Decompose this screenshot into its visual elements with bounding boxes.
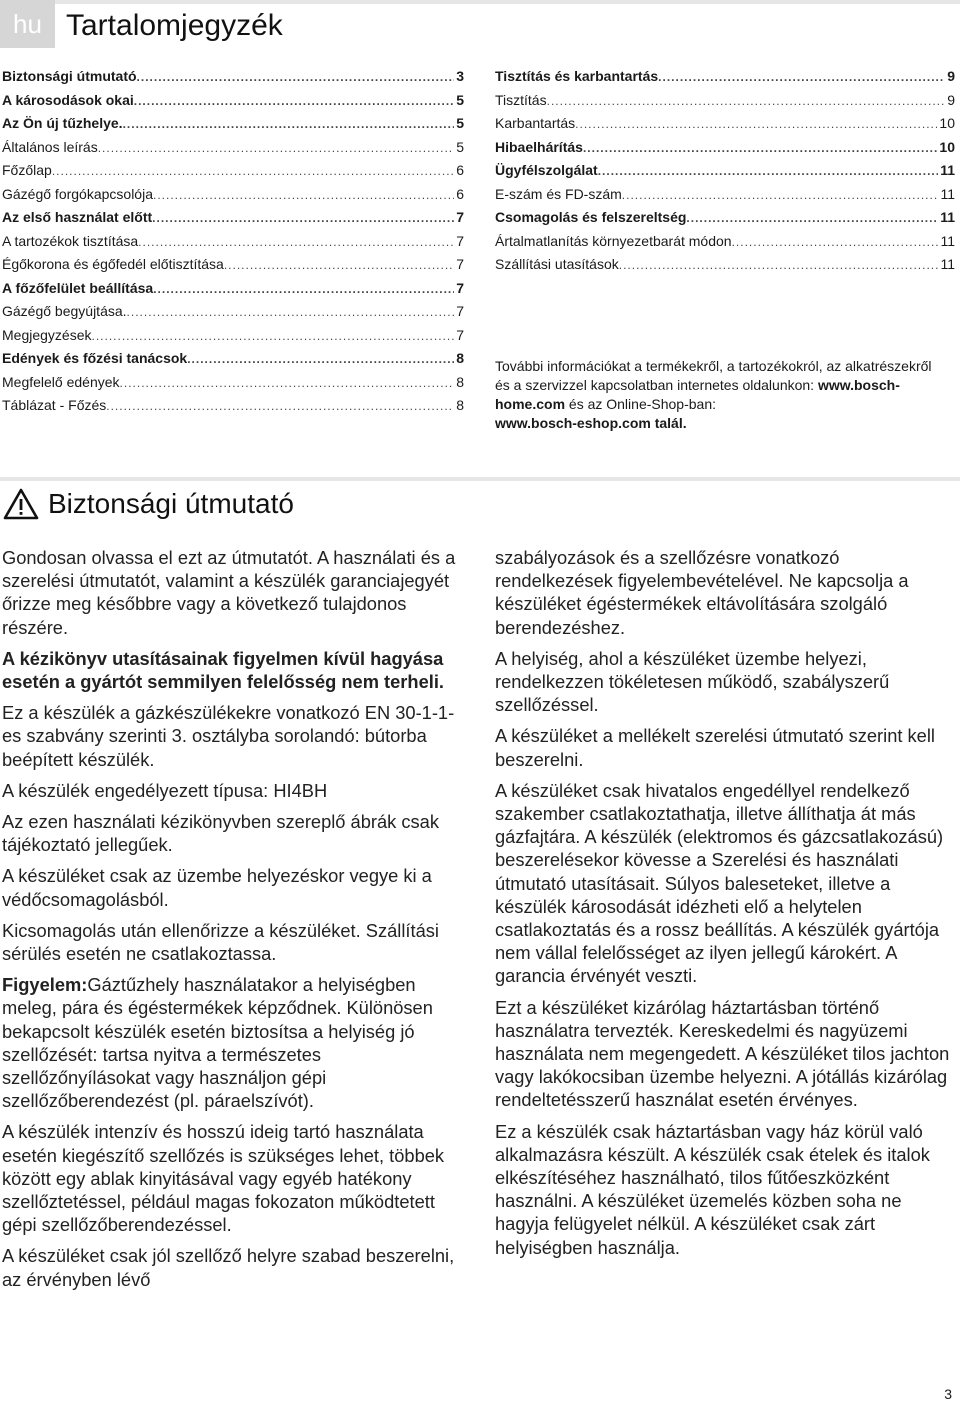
info-link-eshop[interactable]: www.bosch-eshop.com talál.: [495, 415, 687, 431]
toc-leader-dots: [127, 305, 455, 319]
paragraph-lead: Figyelem:: [2, 974, 88, 996]
toc-entry-page: 5: [456, 91, 464, 108]
paragraph-text: A készüléket csak hivatalos engedéllyel rendelkező szakember csatlakoztathatja, illetve állíthatja át más gázfajtára. A készülék (elektromos és gázcsatlakozású) beszerelésekor kövesse a Szerelési és használati útmutató utasításait. Súlyos baleseteket, illetve a készülék károsodását idézheti elő a helytelen csatlakoztatás és a rossz beállítás. A készülék gyártója nem vállal felelősséget az ilyen jellegű károkért. A garancia érvényét veszti.: [495, 779, 944, 987]
toc-left-column: [2, 68, 464, 421]
section-title: Biztonsági útmutató: [48, 488, 294, 519]
toc-entry-page: 7: [456, 279, 464, 296]
paragraph-text: A készülék intenzív és hosszú ideig tartó használata esetén kiegészítő szellőzés is szükséges lehet, többek között egy ablak kinyitásával vagy egyéb hatékony szellőztetéssel, például magas fokozaton működtetett gépi szellőzőberendezéssel.: [2, 1121, 445, 1236]
toc-entry-page: 8: [456, 397, 464, 413]
page-title: Tartalomjegyzék: [66, 9, 283, 42]
toc-entry-label: Gázégő forgókapcsolója: [2, 185, 153, 202]
toc-entry-page: 8: [456, 350, 464, 366]
toc-leader-dots: [52, 164, 454, 178]
safety-paragraph: [495, 647, 955, 717]
paragraph-text: Ez a készülék csak háztartásban vagy ház körül való alkalmazásra készült. A készülék csak ételek és italok elkészítéséhez használható, tilos fűtőeszközként használni. A készüléket üzemelés közben soha ne hagyja felügyelet nélkül. A készüléket csak zárt helyiségben használja.: [495, 1120, 930, 1258]
toc-entry[interactable]: [495, 92, 955, 116]
toc-leader-dots: [187, 352, 454, 366]
toc-entry-label: A főzőfelület beállítása: [2, 279, 154, 296]
toc-entry[interactable]: [2, 186, 464, 210]
toc-leader-dots: [98, 141, 454, 155]
toc-entry[interactable]: [495, 209, 955, 233]
safety-paragraph: [2, 546, 464, 639]
toc-entry-page: 7: [456, 232, 464, 249]
toc-leader-dots: [138, 235, 454, 249]
toc-leader-dots: [224, 258, 454, 272]
toc-entry[interactable]: [2, 115, 464, 139]
toc-entry-label: Hibaelhárítás: [495, 138, 583, 155]
toc-leader-dots: [686, 211, 938, 225]
toc-entry[interactable]: [2, 397, 464, 421]
toc-entry[interactable]: [495, 162, 955, 186]
toc-entry-label: Ügyfélszolgálat: [495, 162, 598, 178]
paragraph-text: A helyiség, ahol a készüléket üzembe helyezi, rendelkezzen tökéletesen működő, szabályszerű szellőzéssel.: [495, 647, 890, 716]
info-note: [495, 357, 940, 433]
toc-leader-dots: [106, 399, 454, 413]
paragraph-text: Ez a készülék a gázkészülékekre vonatkozó EN 30-1-1-es szabvány szerinti 3. osztályba sorolandó: bútorba beépített készülék.: [2, 702, 455, 770]
toc-entry-label: Ártalmatlanítás környezetbarát módon: [495, 232, 732, 249]
toc-entry[interactable]: [2, 374, 464, 398]
toc-entry[interactable]: [2, 68, 464, 92]
section-rule: [0, 477, 960, 481]
safety-paragraph: [495, 1120, 955, 1259]
toc-entry-label: Megjegyzések: [2, 326, 92, 343]
safety-paragraph: [495, 724, 955, 770]
toc-entry-label: Csomagolás és felszereltség: [495, 209, 687, 225]
toc-entry[interactable]: [2, 303, 464, 327]
toc-entry-label: Általános leírás: [2, 138, 98, 155]
toc-entry-label: Táblázat - Főzés: [2, 397, 107, 413]
paragraph-text: A készülék engedélyezett típusa: HI4BH: [2, 779, 328, 801]
safety-paragraph: [2, 864, 464, 910]
toc-entry-label: E-szám és FD-szám: [495, 185, 622, 202]
toc-entry-page: 11: [940, 209, 955, 225]
toc-leader-dots: [583, 141, 937, 155]
toc-entry-page: 11: [940, 162, 955, 178]
toc-leader-dots: [658, 70, 945, 84]
safety-paragraph: [495, 546, 955, 639]
warning-icon: [2, 487, 40, 521]
toc-entry-label: Az Ön új tűzhelye.: [2, 115, 123, 131]
page-header: [0, 0, 960, 60]
toc-entry-page: 8: [456, 373, 464, 390]
toc-entry-label: Az első használat előtt: [2, 209, 153, 225]
toc-entry-page: 9: [947, 68, 955, 84]
toc-leader-dots: [153, 282, 454, 296]
toc-entry-page: 11: [940, 256, 955, 272]
toc-entry-page: 7: [456, 326, 464, 343]
toc-entry-label: A károsodások okai: [2, 91, 134, 108]
toc-entry[interactable]: [2, 92, 464, 116]
toc-entry-page: 6: [456, 185, 464, 202]
paragraph-text: Kicsomagolás után ellenőrizze a készüléket. Szállítási sérülés esetén ne csatlakoztassa.: [2, 919, 439, 965]
toc-entry-label: Tisztítás: [495, 91, 547, 108]
toc-leader-dots: [134, 94, 454, 108]
toc-leader-dots: [575, 117, 937, 131]
toc-entry-page: 11: [940, 232, 955, 249]
toc-entry-label: A tartozékok tisztítása: [2, 232, 139, 249]
safety-paragraph: [2, 810, 464, 856]
toc-entry-page: 6: [456, 162, 464, 178]
toc-entry[interactable]: [2, 350, 464, 374]
paragraph-text: A kézikönyv utasításainak figyelmen kívül hagyása esetén a gyártót semmilyen felelősség nem terheli.: [2, 647, 444, 693]
safety-paragraph: [2, 1244, 464, 1290]
toc-leader-dots: [137, 70, 455, 84]
toc-leader-dots: [598, 164, 938, 178]
paragraph-text: Ezt a készüléket kizárólag háztartásban történő használatra tervezték. Kereskedelmi és nagyüzemi használata nem megengedett. A készüléket tilos jachton vagy lakókocsiban üzembe helyezni. A jótállás kizárólag rendeltetésszerű használat esetén érvényes.: [495, 996, 950, 1111]
toc-entry-label: Égőkorona és égőfedél előtisztítása: [2, 256, 224, 272]
section-heading: [2, 484, 294, 524]
toc-entry[interactable]: [495, 233, 955, 257]
safety-paragraph: [2, 701, 464, 771]
toc-entry-page: 11: [940, 185, 955, 202]
toc-entry-page: 10: [939, 115, 955, 131]
toc-leader-dots: [92, 329, 455, 343]
safety-paragraph: [2, 647, 464, 693]
toc-entry[interactable]: [2, 280, 464, 304]
toc-entry[interactable]: [2, 327, 464, 351]
toc-right-column: [495, 68, 955, 280]
toc-entry-label: Tisztítás és karbantartás: [495, 68, 659, 84]
toc-entry[interactable]: [495, 256, 955, 280]
paragraph-text: Gondosan olvassa el ezt az útmutatót. A használati és a szerelési útmutatót, valamint a készülék garanciajegyét őrizze meg későbbre vagy a következő tulajdonos részére.: [2, 547, 456, 638]
toc-leader-dots: [153, 188, 454, 202]
toc-entry-label: Biztonsági útmutató: [2, 68, 137, 84]
toc-leader-dots: [152, 211, 454, 225]
toc-leader-dots: [123, 117, 455, 131]
toc-entry[interactable]: [2, 162, 464, 186]
toc-leader-dots: [120, 376, 455, 390]
toc-leader-dots: [547, 94, 946, 108]
toc-entry-label: Karbantartás: [495, 115, 576, 131]
toc-leader-dots: [622, 188, 939, 202]
paragraph-text: A készüléket a mellékelt szerelési útmutató szerint kell beszerelni.: [495, 725, 935, 770]
toc-entry-page: 5: [456, 115, 464, 131]
toc-entry-label: Főzőlap: [2, 162, 52, 178]
toc-leader-dots: [732, 235, 939, 249]
safety-left-column: [2, 546, 464, 1299]
toc-entry-page: 7: [456, 303, 464, 319]
toc-entry[interactable]: [495, 186, 955, 210]
toc-entry-label: Edények és főzési tanácsok: [2, 350, 188, 366]
toc-entry-page: 10: [939, 138, 955, 155]
paragraph-text: Gáztűzhely használatakor a helyiségben meleg, pára és égéstermékek képződnek. Különösen bekapcsolt készülék esetén biztosítsa a helyiség jó szellőzését: tartsa nyitva a természetes szellőzőnyílásokat vagy használjon gépi szellőzőberendezést (pl. páraelszívót).: [2, 974, 433, 1112]
toc-entry[interactable]: [2, 256, 464, 280]
toc-entry[interactable]: [2, 139, 464, 163]
safety-paragraph: [2, 919, 464, 965]
safety-right-column: [495, 546, 955, 1267]
page-number: 3: [944, 1386, 952, 1402]
toc-entry-page: 9: [947, 91, 955, 108]
safety-paragraph: [2, 1120, 464, 1236]
safety-paragraph: [2, 779, 464, 802]
safety-paragraph: [2, 973, 464, 1112]
paragraph-text: A készüléket csak az üzembe helyezéskor vegye ki a védőcsomagolásból.: [2, 865, 432, 910]
info-text-2: és az Online-Shop-ban:: [565, 396, 716, 412]
toc-entry-page: 3: [456, 68, 464, 84]
paragraph-text: szabályozások és a szellőzésre vonatkozó rendelkezések figyelembevételével. Ne kapcsolja a készüléket égéstermékek eltávolítására szolgáló berendezéshez.: [495, 547, 909, 638]
toc-entry[interactable]: [495, 139, 955, 163]
safety-paragraph: [495, 996, 955, 1112]
paragraph-text: A készüléket csak jól szellőző helyre szabad beszerelni, az érvényben lévő: [2, 1245, 455, 1290]
toc-leader-dots: [619, 258, 939, 272]
toc-entry[interactable]: [495, 68, 955, 92]
toc-entry[interactable]: [495, 115, 955, 139]
toc-entry-page: 5: [456, 138, 464, 155]
language-badge: hu: [0, 0, 55, 48]
toc-entry-page: 7: [456, 209, 464, 225]
toc-entry-label: Gázégő begyújtása.: [2, 303, 127, 319]
info-link-home[interactable]: www.bosch-home.com: [495, 377, 900, 412]
safety-paragraph: [495, 779, 955, 988]
toc-entry[interactable]: [2, 209, 464, 233]
toc-entry-label: Szállítási utasítások: [495, 256, 619, 272]
toc-entry[interactable]: [2, 233, 464, 257]
info-text-1: További információkat a termékekről, a tartozékokról, az alkatrészekről és a szervizzel kapcsolatban internetes oldalunkon:: [495, 358, 932, 393]
toc-entry-page: 7: [456, 256, 464, 272]
paragraph-text: Az ezen használati kézikönyvben szereplő ábrák csak tájékoztató jellegűek.: [2, 811, 439, 856]
toc-entry-label: Megfelelő edények: [2, 373, 120, 390]
